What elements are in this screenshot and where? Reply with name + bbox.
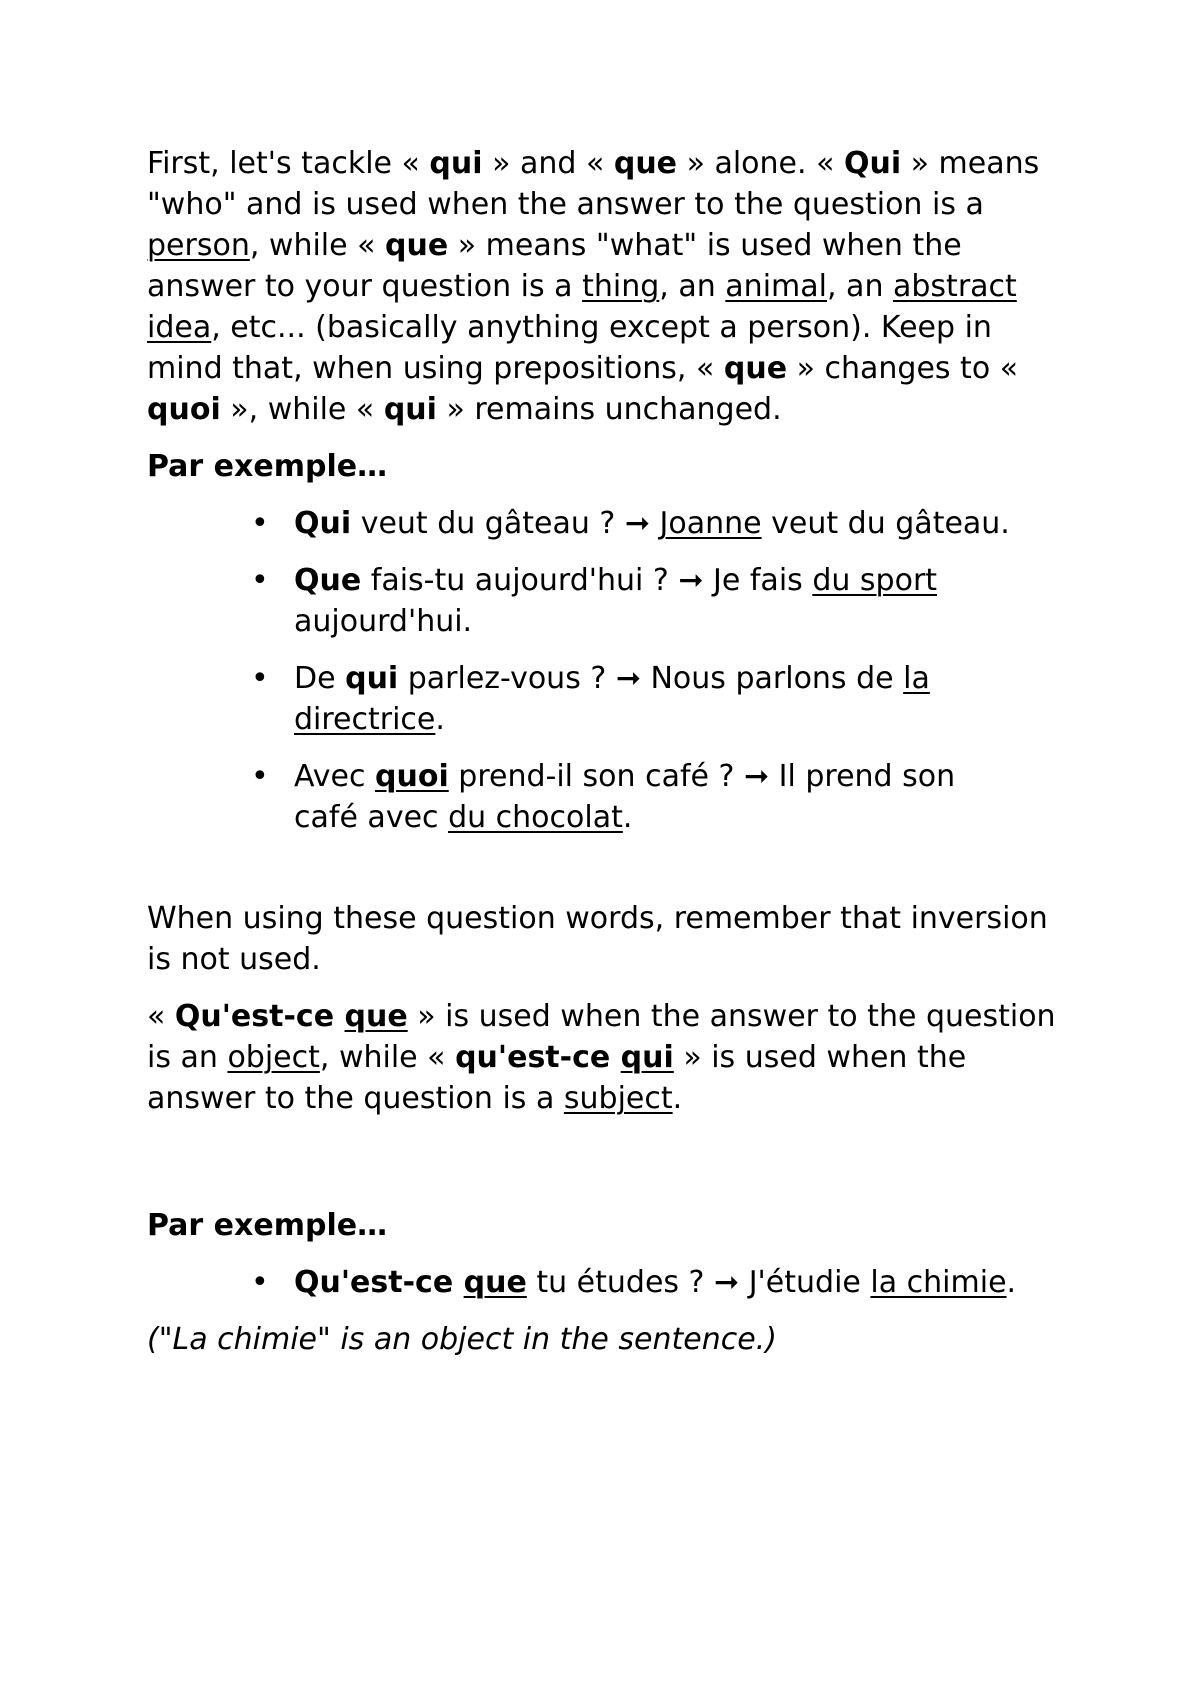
intro-text: , etc... (basically anything except a person). Keep in mind that, when using prepositions, « [147, 310, 992, 386]
term-quest-ce [175, 999, 408, 1034]
example-list [147, 1262, 1057, 1303]
example-text: . [622, 800, 633, 835]
note-paragraph [147, 1319, 1057, 1360]
document-page [147, 143, 1057, 1376]
bullet-icon: • [251, 661, 269, 696]
quest-text: » is used when the answer to the question is a [147, 1040, 967, 1116]
underlined-word: animal [725, 269, 827, 304]
bullet-icon: • [251, 563, 269, 598]
question-word [375, 759, 449, 794]
underlined-question-word: quoi [375, 759, 449, 794]
example-text: veut du gâteau ? ➞ [351, 506, 660, 541]
question-word [294, 1265, 527, 1300]
quest-text: « [147, 999, 175, 1034]
list-item [147, 1262, 1057, 1303]
underlined-term: qui [620, 1040, 674, 1075]
example-text: parlez-vous ? ➞ Nous parlons de [398, 661, 904, 696]
answer-word: la chimie [870, 1265, 1007, 1300]
list-item [147, 560, 1057, 642]
intro-text: », while « [220, 392, 384, 427]
term-que: que [723, 351, 788, 386]
answer-word: Joanne [659, 506, 762, 541]
term-que: que [613, 146, 678, 181]
blank-line [147, 1135, 1057, 1205]
intro-text: » means "who" and is used when the answer to the question is a [147, 146, 1040, 222]
intro-text: , while « [249, 228, 386, 263]
term-quoi: quoi [147, 392, 221, 427]
section-heading: Par exemple… [147, 1208, 388, 1243]
underlined-word: thing [582, 269, 660, 304]
term-part: Qu'est-ce [294, 1265, 464, 1300]
intro-text: » alone. « [677, 146, 844, 181]
example-text: De [294, 661, 346, 696]
intro-text: , an [826, 269, 893, 304]
term-part: qu'est-ce [455, 1040, 621, 1075]
question-word: Que [294, 563, 362, 598]
example-text: veut du gâteau. [761, 506, 1010, 541]
example-list [147, 503, 1057, 838]
section-heading: Par exemple… [147, 449, 388, 484]
bullet-icon: • [251, 759, 269, 794]
example-text: tu études ? ➞ J'étudie [526, 1265, 871, 1300]
quest-text: , while « [319, 1040, 456, 1075]
intro-paragraph [147, 143, 1057, 430]
term-que: que [385, 228, 449, 263]
intro-text: » means "what" is used when the answer to your question is a [147, 228, 962, 304]
question-word: qui [345, 661, 399, 696]
quest-text: » is used when the answer to the question is an [147, 999, 1056, 1075]
bullet-icon: • [251, 1265, 269, 1300]
list-item [147, 756, 1057, 838]
bullet-icon: • [251, 506, 269, 541]
example-text: fais-tu aujourd'hui ? ➞ Je fais [361, 563, 813, 598]
example-text: . [1006, 1265, 1017, 1300]
term-quest-ce-qui [455, 1040, 674, 1075]
quest-text: . [672, 1081, 683, 1116]
list-item [147, 503, 1057, 544]
example-text: prend-il son café ? ➞ Il prend son café avec [294, 759, 956, 835]
term-part: Qu'est-ce [174, 999, 345, 1034]
underlined-term: que [344, 999, 408, 1034]
term-qui: qui [383, 392, 437, 427]
note-text: ("La chimie" is an object in the sentence.) [147, 1322, 777, 1357]
intro-text: , an [659, 269, 726, 304]
underlined-term: que [463, 1265, 527, 1300]
blank-line [147, 854, 1057, 898]
intro-text: » and « [482, 146, 614, 181]
example-text: . [435, 702, 445, 737]
intro-text: » remains unchanged. [436, 392, 782, 427]
answer-word: la directrice [294, 661, 930, 737]
underlined-word: abstract idea [147, 269, 1017, 345]
term-qui: qui [429, 146, 483, 181]
quest-paragraph [147, 996, 1057, 1119]
example-text: Avec [294, 759, 376, 794]
underlined-word: subject [563, 1081, 673, 1116]
term-qui: Qui [843, 146, 902, 181]
question-word: Qui [294, 506, 352, 541]
answer-word: du chocolat [448, 800, 623, 835]
inversion-paragraph: When using these question words, remember that inversion is not used. [147, 901, 1048, 977]
intro-text: » changes to « [787, 351, 1019, 386]
underlined-word: person [147, 228, 250, 263]
underlined-word: object [227, 1040, 320, 1075]
list-item [147, 658, 1057, 740]
intro-text: First, let's tackle « [147, 146, 430, 181]
example-text: aujourd'hui. [294, 604, 473, 639]
answer-word: du sport [812, 563, 938, 598]
